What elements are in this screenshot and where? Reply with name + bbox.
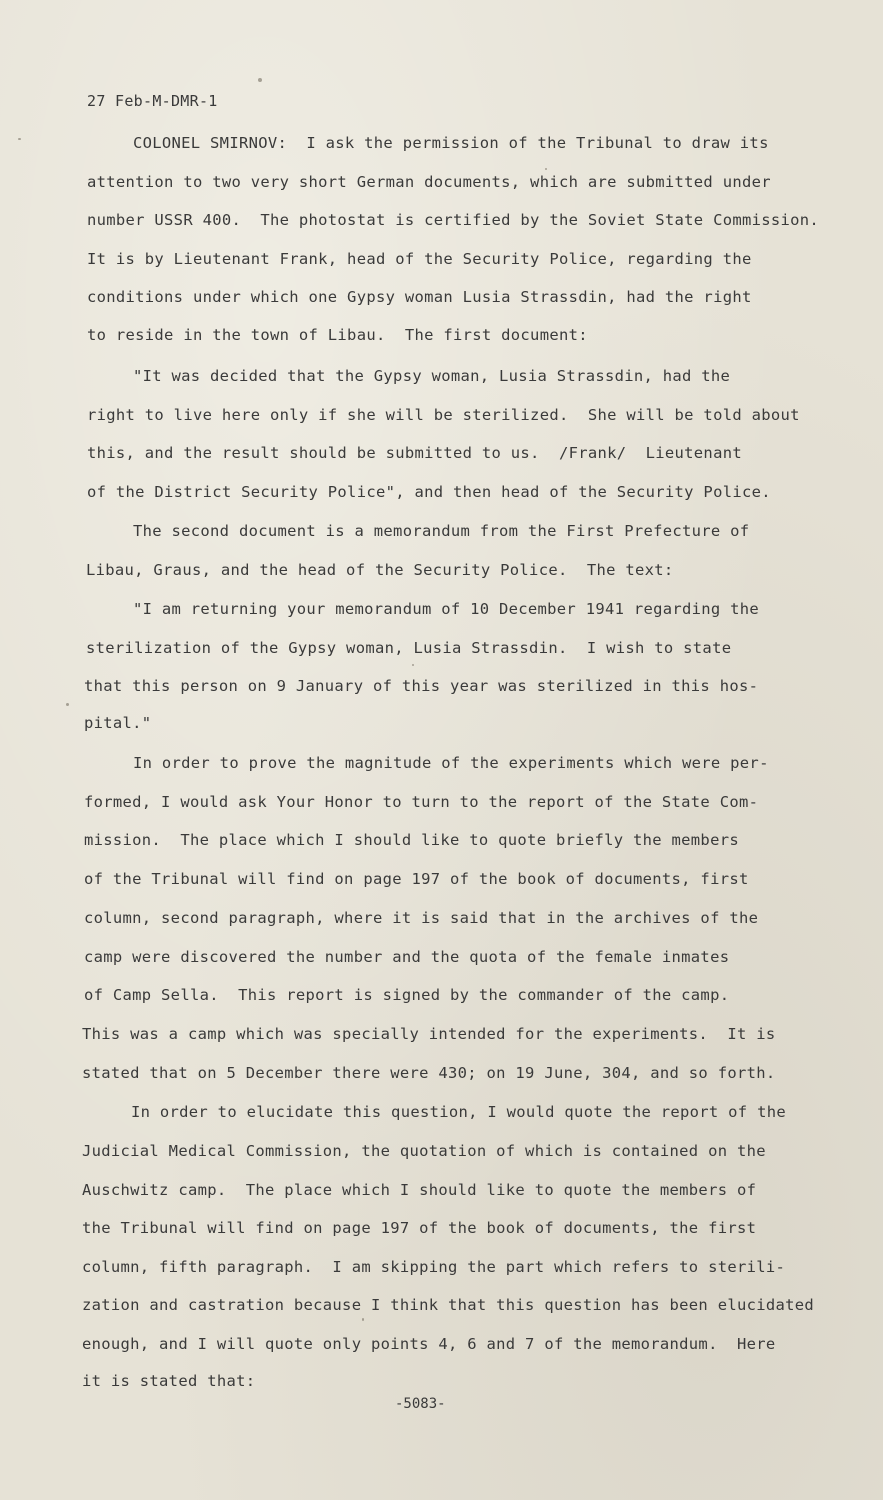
text-line: In order to elucidate this question, I would quote the report of the bbox=[131, 1103, 786, 1121]
text-line: of the District Security Police", and then head of the Security Police. bbox=[87, 483, 771, 501]
text-line: zation and castration because I think that this question has been elucidated bbox=[82, 1296, 815, 1314]
page-number: -5083- bbox=[395, 1396, 446, 1412]
text-line: column, second paragraph, where it is said that in the archives of the bbox=[84, 909, 759, 927]
text-line: "I am returning your memorandum of 10 December 1941 regarding the bbox=[133, 600, 760, 618]
text-line: COLONEL SMIRNOV: I ask the permission of the Tribunal to draw its bbox=[133, 134, 769, 152]
text-line: conditions under which one Gypsy woman Lusia Strassdin, had the right bbox=[87, 288, 752, 306]
text-line: In order to prove the magnitude of the experiments which were per- bbox=[133, 754, 769, 772]
text-line: stated that on 5 December there were 430; on 19 June, 304, and so forth. bbox=[82, 1064, 776, 1082]
paper-speck bbox=[545, 168, 547, 170]
text-line: attention to two very short German documents, which are submitted under bbox=[87, 173, 771, 191]
text-line: Libau, Graus, and the head of the Security Police. The text: bbox=[86, 561, 674, 579]
text-line: pital." bbox=[84, 714, 152, 732]
text-line: to reside in the town of Libau. The first document: bbox=[87, 326, 588, 344]
paper-speck bbox=[412, 664, 414, 666]
text-line: The second document is a memorandum from the First Prefecture of bbox=[133, 522, 750, 540]
text-line: "It was decided that the Gypsy woman, Lusia Strassdin, had the bbox=[133, 367, 731, 385]
text-line: sterilization of the Gypsy woman, Lusia Strassdin. I wish to state bbox=[86, 639, 732, 657]
paper-speck bbox=[66, 703, 69, 706]
text-line: formed, I would ask Your Honor to turn to the report of the State Com- bbox=[84, 793, 759, 811]
text-line: Judicial Medical Commission, the quotation of which is contained on the bbox=[82, 1142, 766, 1160]
paper-speck bbox=[258, 78, 262, 82]
text-line: mission. The place which I should like to quote briefly the members bbox=[84, 831, 739, 849]
header-code: 27 Feb-M-DMR-1 bbox=[87, 92, 218, 110]
text-line: column, fifth paragraph. I am skipping the part which refers to sterili- bbox=[82, 1258, 786, 1276]
text-line: It is by Lieutenant Frank, head of the Security Police, regarding the bbox=[87, 250, 752, 268]
text-line: This was a camp which was specially intended for the experiments. It is bbox=[82, 1025, 776, 1043]
text-line: it is stated that: bbox=[82, 1372, 256, 1390]
text-line: right to live here only if she will be sterilized. She will be told about bbox=[87, 406, 800, 424]
text-line: this, and the result should be submitted to us. /Frank/ Lieutenant bbox=[87, 444, 742, 462]
text-line: of Camp Sella. This report is signed by the commander of the camp. bbox=[84, 986, 730, 1004]
text-line: of the Tribunal will find on page 197 of the book of documents, first bbox=[84, 870, 749, 888]
text-line: camp were discovered the number and the quota of the female inmates bbox=[84, 948, 730, 966]
text-line: Auschwitz camp. The place which I should like to quote the members of bbox=[82, 1181, 757, 1199]
text-line: that this person on 9 January of this year was sterilized in this hos- bbox=[84, 677, 759, 695]
paper-speck bbox=[18, 138, 21, 140]
text-line: the Tribunal will find on page 197 of the book of documents, the first bbox=[82, 1219, 757, 1237]
text-line: number USSR 400. The photostat is certified by the Soviet State Commission. bbox=[87, 211, 820, 229]
paper-speck bbox=[362, 1318, 364, 1321]
text-line: enough, and I will quote only points 4, 6 and 7 of the memorandum. Here bbox=[82, 1335, 776, 1353]
